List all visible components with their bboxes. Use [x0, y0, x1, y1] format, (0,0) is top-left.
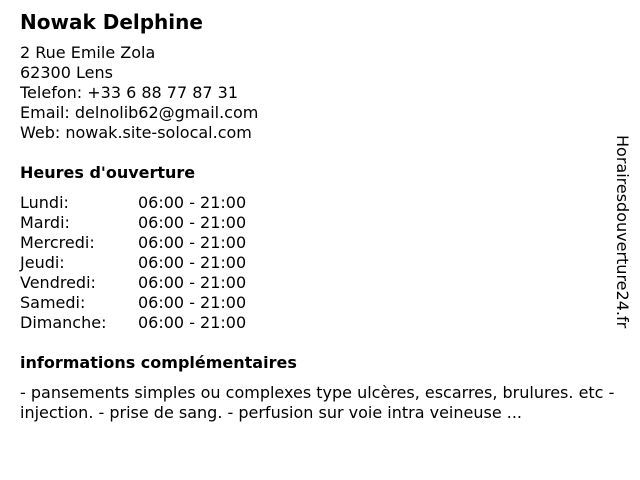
info-heading: informations complémentaires — [20, 353, 297, 372]
email: Email: delnolib62@gmail.com — [20, 103, 259, 122]
hours-row-tuesday — [20, 213, 246, 233]
hours-heading: Heures d'ouverture — [20, 163, 196, 182]
hours-row-saturday — [20, 293, 246, 313]
website: Web: nowak.site-solocal.com — [20, 123, 252, 142]
phone: Telefon: +33 6 88 77 87 31 — [20, 83, 239, 102]
site-watermark-label: Horairesdouverture24.fr — [613, 135, 632, 329]
hours-list — [20, 193, 246, 333]
day-label: Samedi: — [20, 293, 86, 312]
day-hours: 06:00 - 21:00 — [138, 313, 247, 332]
hours-row-friday — [20, 273, 246, 293]
hours-row-sunday — [20, 313, 246, 333]
address-line-2: 62300 Lens — [20, 63, 113, 82]
day-hours: 06:00 - 21:00 — [138, 213, 247, 232]
hours-row-monday — [20, 193, 246, 213]
day-hours: 06:00 - 21:00 — [138, 293, 247, 312]
day-label: Lundi: — [20, 193, 69, 212]
day-label: Mercredi: — [20, 233, 95, 252]
day-label: Jeudi: — [20, 253, 65, 272]
day-hours: 06:00 - 21:00 — [138, 273, 247, 292]
address-line-1: 2 Rue Emile Zola — [20, 43, 156, 62]
day-label: Vendredi: — [20, 273, 96, 292]
day-hours: 06:00 - 21:00 — [138, 233, 247, 252]
day-hours: 06:00 - 21:00 — [138, 193, 247, 212]
contact-block — [20, 43, 258, 143]
day-label: Dimanche: — [20, 313, 107, 332]
business-name: Nowak Delphine — [20, 10, 203, 34]
hours-row-wednesday — [20, 233, 246, 253]
hours-row-thursday — [20, 253, 246, 273]
day-label: Mardi: — [20, 213, 70, 232]
info-text: - pansements simples ou complexes type ulcères, escarres, brulures. etc - injection. - prise de sang. - perfusion sur voie intra veineuse ... — [20, 383, 615, 422]
day-hours: 06:00 - 21:00 — [138, 253, 247, 272]
